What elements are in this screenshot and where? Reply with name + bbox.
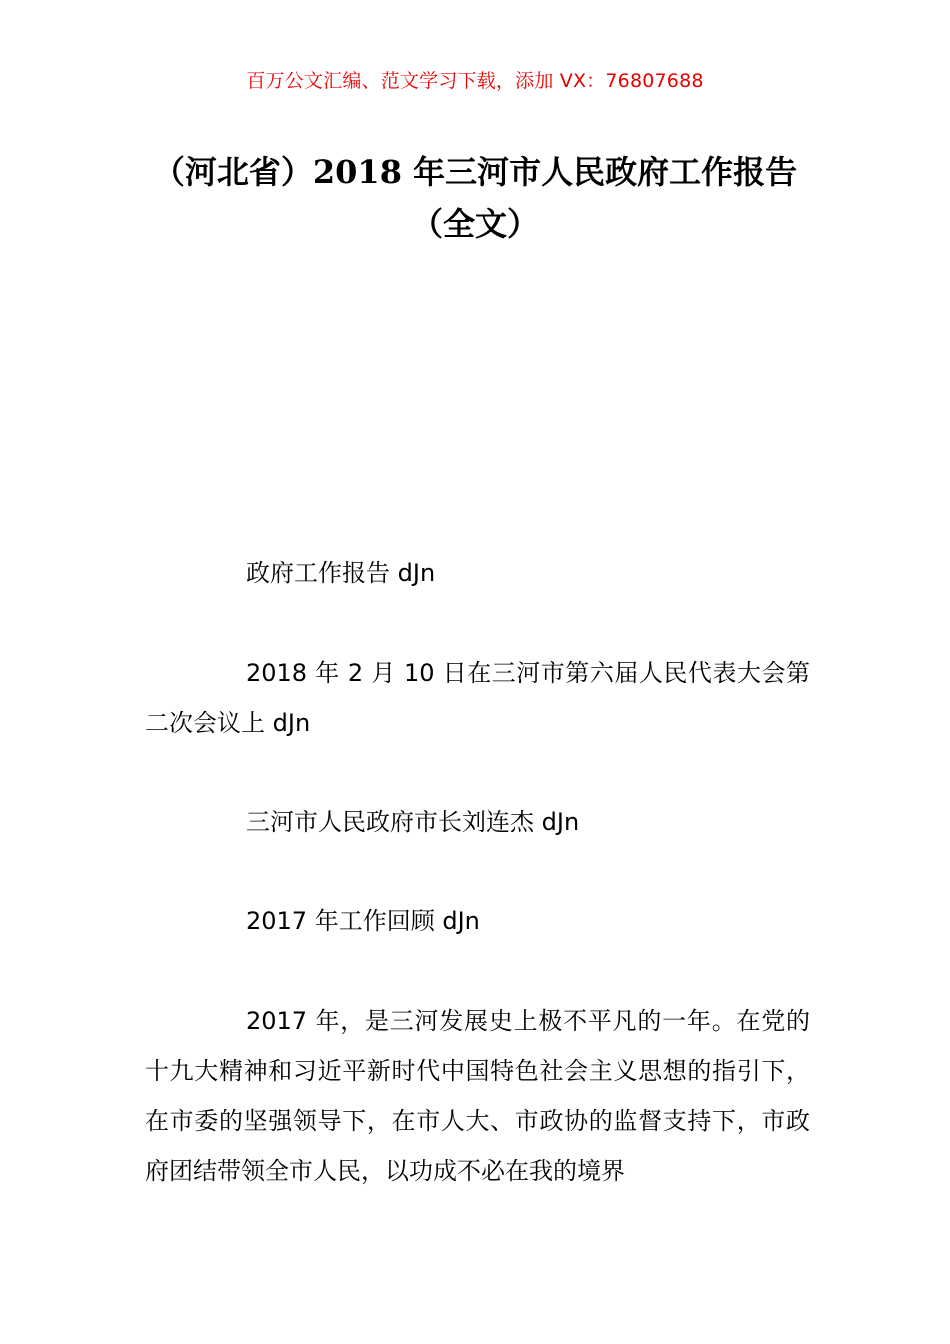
paragraph-section-heading: 2017 年工作回顾 dJn	[246, 907, 480, 935]
paragraph-meeting-date: 2018 年 2 月 10 日在三河市第六届人民代表大会第二次会议上 dJn	[145, 659, 810, 737]
paragraph-report-name: 政府工作报告 dJn	[246, 559, 436, 587]
document-title: （河北省）2018 年三河市人民政府工作报告（全文）	[152, 153, 798, 243]
paragraph-speaker: 三河市人民政府市长刘连杰 dJn	[246, 808, 580, 836]
promo-header-note: 百万公文汇编、范文学习下载，添加 VX：76807688	[246, 70, 704, 92]
paragraph-body: 2017 年，是三河发展史上极不平凡的一年。在党的十九大精神和习近平新时代中国特色社会主义思想的指引下，在市委的坚强领导下，在市人大、市政协的监督支持下，市政府团结带领全市人民，以功成不必在我的境界	[145, 1007, 810, 1185]
